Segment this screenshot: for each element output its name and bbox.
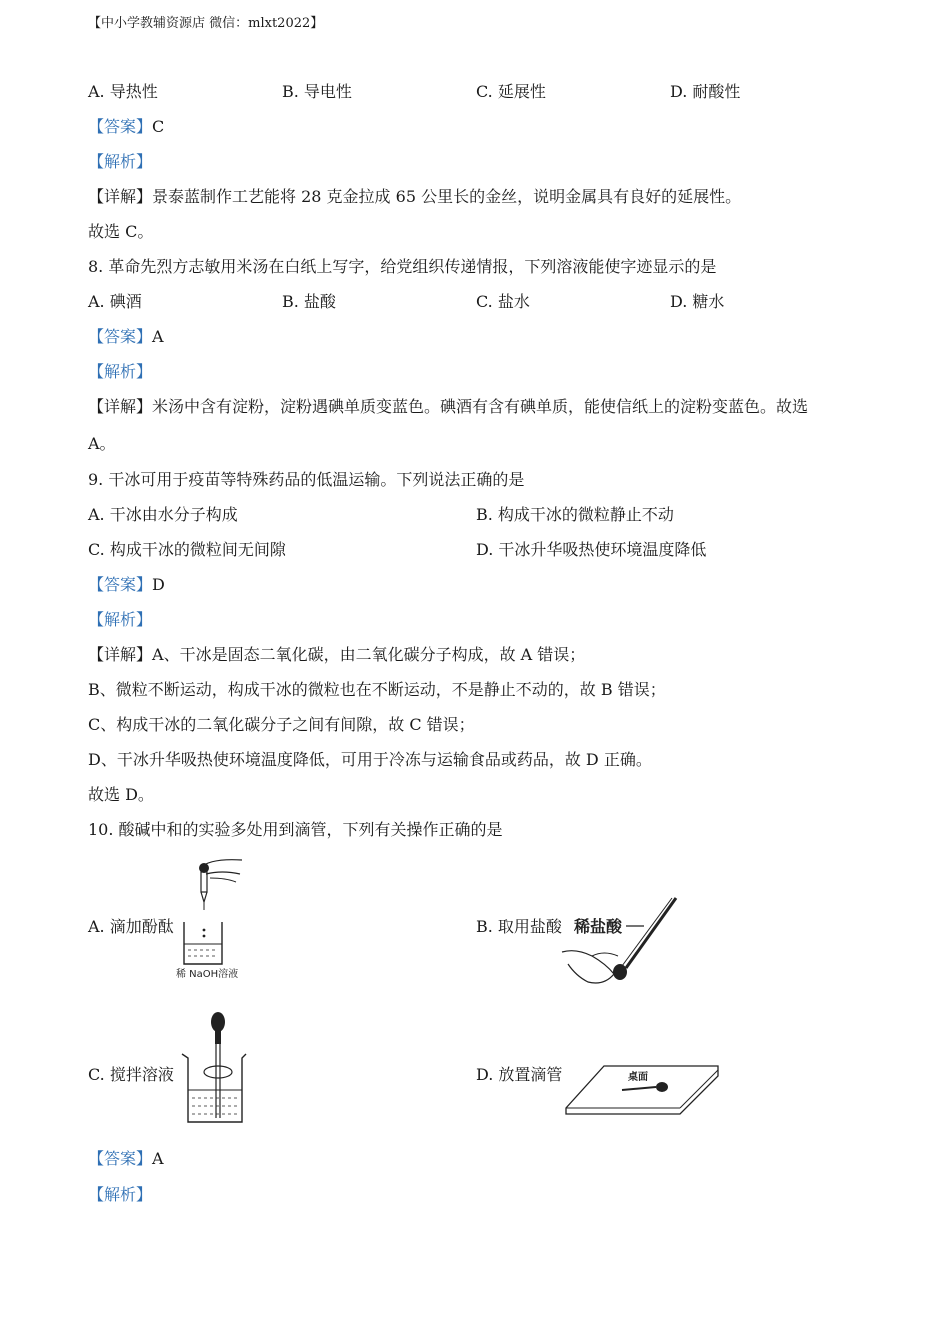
q9-choose: 故选 D。	[88, 785, 154, 804]
q9-option-d: D. 干冰升华吸热使环境温度降低	[476, 540, 707, 559]
q10-option-c: C. 搅拌溶液	[88, 1065, 174, 1084]
q9-analysis-label: 【解析】	[88, 610, 153, 629]
q7-option-c: C. 延展性	[476, 82, 546, 101]
q8-detail-line1: 【详解】米汤中含有淀粉，淀粉遇碘单质变蓝色。碘酒有含有碘单质，能使信纸上的淀粉变蓝色。故选	[88, 397, 809, 416]
q7-option-d: D. 耐酸性	[670, 82, 741, 101]
q7-choose: 故选 C。	[88, 222, 154, 241]
dropper-on-table-figure	[562, 1062, 722, 1120]
q9-option-c: C. 构成干冰的微粒间无间隙	[88, 540, 286, 559]
q10-analysis-label: 【解析】	[88, 1185, 153, 1204]
q9-detail-line2: B、微粒不断运动，构成干冰的微粒也在不断运动，不是静止不动的，故 B 错误；	[88, 680, 666, 699]
dropper-hydrochloric-acid-figure	[558, 894, 682, 990]
q9-option-a: A. 干冰由水分子构成	[88, 505, 238, 524]
q7-option-b: B. 导电性	[282, 82, 352, 101]
dropper-stirring-figure	[178, 1010, 250, 1128]
q9-option-b: B. 构成干冰的微粒静止不动	[476, 505, 674, 524]
q9-detail-line1: 【详解】A、干冰是固态二氧化碳，由二氧化碳分子构成，故 A 错误；	[88, 645, 586, 664]
fig-b-label: 稀盐酸	[574, 917, 623, 936]
q7-detail: 【详解】景泰蓝制作工艺能将 28 克金拉成 65 公里长的金丝，说明金属具有良好的延展性。	[88, 187, 742, 206]
q9-detail-line4: D、干冰升华吸热使环境温度降低，可用于冷冻与运输食品或药品，故 D 正确。	[88, 750, 652, 769]
q8-option-b: B. 盐酸	[282, 292, 336, 311]
q10-option-d: D. 放置滴管	[476, 1065, 563, 1084]
q8-option-d: D. 糖水	[670, 292, 725, 311]
q10-option-b: B. 取用盐酸	[476, 917, 562, 936]
q8-answer: 【答案】A	[88, 327, 164, 346]
q7-analysis-label: 【解析】	[88, 152, 153, 171]
q9-stem: 9. 干冰可用于疫苗等特殊药品的低温运输。下列说法正确的是	[88, 470, 525, 489]
page-header: 【中小学教辅资源店 微信：mlxt2022】	[88, 16, 324, 31]
fig-a-label: 稀 NaOH溶液	[176, 969, 239, 980]
q9-detail-line3: C、构成干冰的二氧化碳分子之间有间隙，故 C 错误；	[88, 715, 475, 734]
dropper-phenolphthalein-figure	[170, 856, 250, 982]
q7-answer: 【答案】C	[88, 117, 165, 136]
q8-detail-line2: A。	[88, 434, 116, 453]
q8-analysis-label: 【解析】	[88, 362, 153, 381]
q8-option-a: A. 碘酒	[88, 292, 142, 311]
q7-option-a: A. 导热性	[88, 82, 158, 101]
q10-option-a: A. 滴加酚酞	[88, 917, 174, 936]
q8-stem: 8. 革命先烈方志敏用米汤在白纸上写字，给党组织传递情报，下列溶液能使字迹显示的是	[88, 257, 717, 276]
fig-d-label: 桌面	[628, 1072, 648, 1083]
q10-answer: 【答案】A	[88, 1149, 164, 1168]
q10-stem: 10. 酸碱中和的实验多处用到滴管，下列有关操作正确的是	[88, 820, 503, 839]
q9-answer: 【答案】D	[88, 575, 165, 594]
q8-option-c: C. 盐水	[476, 292, 530, 311]
